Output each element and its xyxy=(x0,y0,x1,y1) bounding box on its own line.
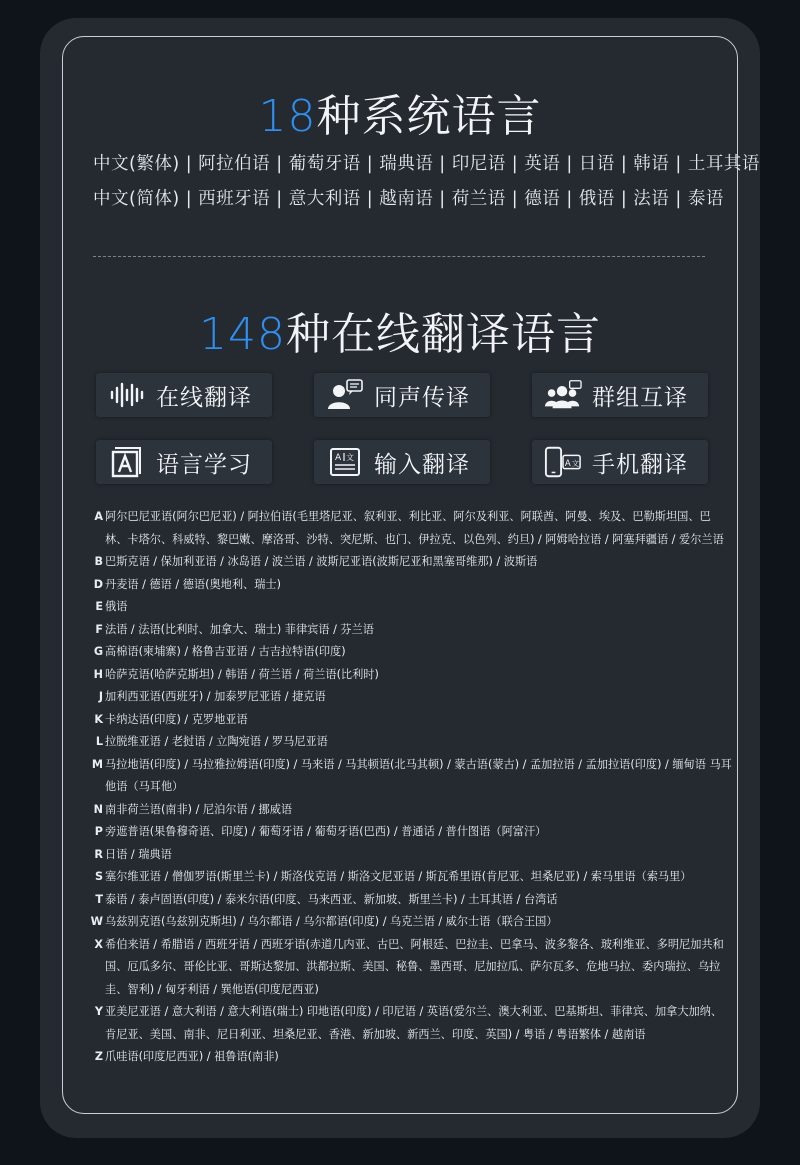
group-letter: M xyxy=(91,757,103,771)
language-group-j xyxy=(88,686,738,709)
language-group-s xyxy=(88,866,738,889)
dashed-divider xyxy=(93,256,705,257)
group-languages: 日语 / 瑞典语 xyxy=(105,847,172,861)
group-languages: 拉脱维亚语 / 老挝语 / 立陶宛语 / 罗马尼亚语 xyxy=(105,735,328,748)
text-input-icon xyxy=(326,445,364,479)
feature-phone-translation xyxy=(532,440,708,484)
group-languages: 亚美尼亚语 / 意大利语 / 意大利语(瑞士) 印地语(印度) / 印尼语 / 英语(爱尔兰、澳大利亚、巴基斯坦、菲律宾、加拿大加纳、肯尼亚、美国、南非、尼日利亚、坦桑尼亚、香港、新加坡、新西兰、印度、英国) / 粤语 / 粤语繁体 / 越南语 xyxy=(105,1005,723,1041)
group-letter: G xyxy=(93,645,103,658)
group-languages: 加利西亚语(西班牙) / 加泰罗尼亚语 / 捷克语 xyxy=(105,690,326,703)
letter-a-book-icon xyxy=(108,445,146,479)
online-language-count: 148 xyxy=(199,309,286,360)
system-languages-title: 种系统语言 xyxy=(316,91,542,142)
feature-group-translation xyxy=(532,373,708,417)
group-chat-icon xyxy=(544,378,582,412)
group-languages: 巴斯克语 / 保加利亚语 / 冰岛语 / 波兰语 / 波斯尼亚语(波斯尼亚和黑塞哥维那) / 波斯语 xyxy=(105,555,538,568)
group-letter: S xyxy=(94,870,103,883)
feature-label: 群组互译 xyxy=(592,384,688,411)
system-languages-line-2: 中文(简体) | 西班牙语 | 意大利语 | 越南语 | 荷兰语 | 德语 | 俄语 | 法语 | 泰语 xyxy=(93,189,724,209)
language-group-p xyxy=(88,821,738,844)
svg-text:A: A xyxy=(564,458,571,469)
group-letter: H xyxy=(93,667,103,681)
language-group-d xyxy=(88,574,738,597)
group-languages: 丹麦语 / 德语 / 德语(奥地利、瑞士) xyxy=(105,577,281,591)
feature-label: 在线翻译 xyxy=(156,384,252,411)
feature-online-translation xyxy=(96,373,272,417)
feature-label: 同声传译 xyxy=(374,384,470,411)
svg-text:A: A xyxy=(335,453,342,463)
language-group-l xyxy=(88,731,738,754)
feature-label: 手机翻译 xyxy=(592,451,688,478)
group-languages: 阿尔巴尼亚语(阿尔巴尼亚) / 阿拉伯语(毛里塔尼亚、叙利亚、利比亚、阿尔及利亚、阿联酋、阿曼、埃及、巴勒斯坦国、巴林、卡塔尔、科威特、黎巴嫩、摩洛哥、沙特、突尼斯、也门、伊拉克、以色列、约旦) / 阿姆哈拉语 / 阿塞拜疆语 / 爱尔兰语 xyxy=(105,510,724,546)
group-letter: P xyxy=(94,825,103,838)
language-group-h xyxy=(88,664,738,687)
group-letter: A xyxy=(94,510,103,523)
group-languages: 泰语 / 泰卢固语(印度) / 泰米尔语(印度、马来西亚、新加坡、斯里兰卡) / 土耳其语 / 台湾话 xyxy=(105,892,558,906)
language-group-e xyxy=(88,596,738,619)
online-languages-title: 种在线翻译语言 xyxy=(285,309,601,360)
group-letter: W xyxy=(90,915,103,928)
feature-label: 语言学习 xyxy=(156,451,252,478)
group-languages: 高棉语(柬埔寨) / 格鲁吉亚语 / 古吉拉特语(印度) xyxy=(105,645,346,658)
group-letter: X xyxy=(94,937,103,951)
language-group-b xyxy=(88,551,738,574)
group-languages: 卡纳达语(印度) / 克罗地亚语 xyxy=(105,712,248,726)
feature-simultaneous-interpretation xyxy=(314,373,490,417)
group-languages: 南非荷兰语(南非) / 尼泊尔语 / 挪威语 xyxy=(105,802,293,816)
language-group-r xyxy=(88,844,738,867)
group-letter: L xyxy=(95,735,103,748)
system-languages-line-1: 中文(繁体) | 阿拉伯语 | 葡萄牙语 | 瑞典语 | 印尼语 | 英语 | 日语 | 韩语 | 土耳其语 xyxy=(93,154,760,174)
group-languages: 塞尔维亚语 / 僧伽罗语(斯里兰卡) / 斯洛伐克语 / 斯洛文尼亚语 / 斯瓦希里语(肯尼亚、坦桑尼亚) / 索马里语（索马里） xyxy=(105,870,692,883)
group-languages: 俄语 xyxy=(105,600,128,613)
system-language-count: 18 xyxy=(258,91,317,142)
group-languages: 马拉地语(印度) / 马拉雅拉姆语(印度) / 马来语 / 马其顿语(北马其顿) / 蒙古语(蒙古) / 孟加拉语 / 孟加拉语(印度) / 缅甸语 马耳他语（马耳他） xyxy=(105,757,732,793)
group-letter: J xyxy=(98,690,103,703)
feature-input-translation xyxy=(314,440,490,484)
system-languages-heading xyxy=(0,80,800,144)
group-languages: 乌兹别克语(乌兹别克斯坦) / 乌尔都语 / 乌尔都语(印度) / 乌克兰语 / 威尔士语（联合王国） xyxy=(105,915,558,928)
language-group-y xyxy=(88,1001,738,1046)
group-letter: Z xyxy=(94,1050,103,1063)
group-letter: N xyxy=(93,802,103,816)
group-languages: 希伯来语 / 希腊语 / 西班牙语 / 西班牙语(赤道几内亚、古巴、阿根廷、巴拉圭、巴拿马、波多黎各、玻利维亚、多明尼加共和国、厄瓜多尔、哥伦比亚、哥斯达黎加、洪都拉斯、美国、秘鲁、墨西哥、尼加拉瓜、萨尔瓦多、危地马拉、委内瑞拉、乌拉圭、智利) / 匈牙利语 / 巽他语(印度尼西亚) xyxy=(105,937,724,996)
group-letter: B xyxy=(94,555,103,568)
group-letter: F xyxy=(95,622,103,636)
language-group-a xyxy=(88,506,738,551)
speaker-person-icon xyxy=(326,378,364,412)
feature-language-learning xyxy=(96,440,272,484)
group-letter: E xyxy=(95,600,103,613)
soundwave-icon xyxy=(108,378,146,412)
language-group-m xyxy=(88,754,738,799)
language-group-t xyxy=(88,889,738,912)
phone-translate-icon xyxy=(544,445,582,479)
language-group-n xyxy=(88,799,738,822)
language-list xyxy=(88,506,738,1069)
language-group-x xyxy=(88,934,738,1002)
group-letter: T xyxy=(95,892,103,906)
svg-text:文: 文 xyxy=(571,458,580,468)
group-languages: 哈萨克语(哈萨克斯坦) / 韩语 / 荷兰语 / 荷兰语(比利时) xyxy=(105,667,379,681)
online-languages-heading xyxy=(0,298,800,362)
group-languages: 法语 / 法语(比利时、加拿大、瑞士) 菲律宾语 / 芬兰语 xyxy=(105,622,374,636)
language-group-k xyxy=(88,709,738,732)
group-languages: 爪哇语(印度尼西亚) / 祖鲁语(南非) xyxy=(105,1050,279,1063)
group-letter: K xyxy=(94,712,103,726)
language-group-z xyxy=(88,1046,738,1069)
language-group-w xyxy=(88,911,738,934)
language-group-f xyxy=(88,619,738,642)
group-letter: Y xyxy=(94,1005,103,1018)
group-languages: 旁遮普语(果鲁穆奇语、印度) / 葡萄牙语 / 葡萄牙语(巴西) / 普通话 / 普什图语（阿富汗） xyxy=(105,825,547,838)
group-letter: R xyxy=(94,847,103,861)
language-group-g xyxy=(88,641,738,664)
group-letter: D xyxy=(93,577,103,591)
svg-text:文: 文 xyxy=(346,453,354,462)
feature-label: 输入翻译 xyxy=(374,451,470,478)
